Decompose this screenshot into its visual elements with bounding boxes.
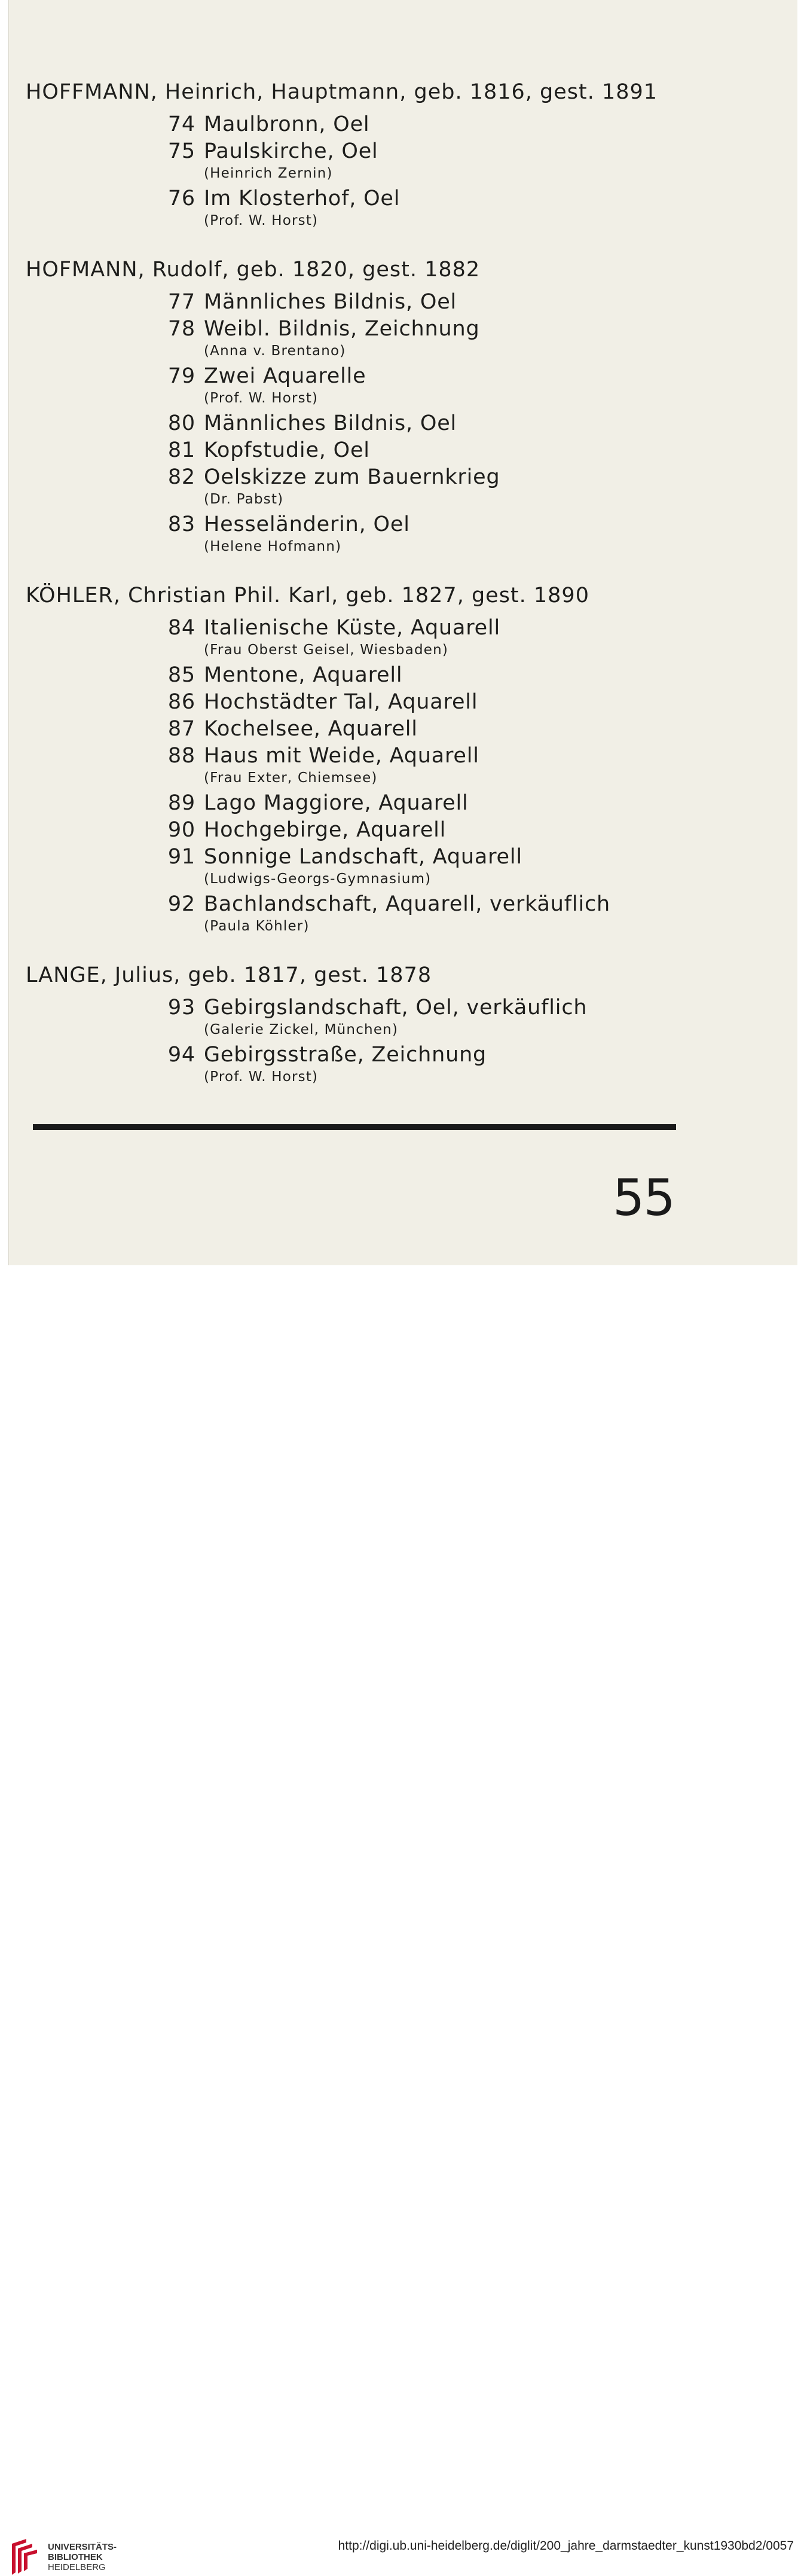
entry-title: Hochgebirge, Aquarell: [204, 818, 447, 842]
catalog-entry: [157, 844, 749, 890]
catalog-entry: [157, 1042, 749, 1088]
entry-owner: (Prof. W. Horst): [204, 390, 319, 406]
catalog-entry: [157, 511, 749, 557]
entry-line: [157, 994, 749, 1021]
artist-section: [26, 961, 749, 1088]
entry-number: 83: [167, 512, 195, 536]
entry-title: Hesseländerin, Oel: [204, 512, 410, 536]
entry-line: [157, 1042, 749, 1069]
entry-title: Mentone, Aquarell: [204, 663, 403, 687]
entry-number: 77: [167, 290, 195, 314]
entry-line: [157, 615, 749, 642]
entry-title: Lago Maggiore, Aquarell: [204, 791, 469, 815]
library-name-line-1: UNIVERSITÄTS-: [48, 2541, 117, 2552]
catalog-entry: [157, 437, 749, 464]
entry-line: [157, 790, 749, 817]
entry-title: Zwei Aquarelle: [204, 364, 366, 388]
entry-owner: (Frau Oberst Geisel, Wiesbaden): [204, 642, 449, 658]
entry-owner: (Dr. Pabst): [204, 492, 284, 507]
entry-number: 79: [167, 364, 195, 388]
entry-owner: (Prof. W. Horst): [204, 213, 319, 228]
entry-line: [157, 464, 749, 491]
entry-title: Bachlandschaft, Aquarell, verkäuflich: [204, 892, 610, 916]
entry-number: 88: [167, 744, 195, 768]
catalog-entry: [157, 363, 749, 409]
entry-title: Männliches Bildnis, Oel: [204, 411, 457, 435]
source-url[interactable]: http://digi.ub.uni-heidelberg.de/diglit/200_jahre_darmstaedter_kunst1930bd2/0057: [338, 2539, 794, 2553]
entry-number: 78: [167, 317, 195, 341]
catalog-entry: [157, 316, 749, 362]
entry-title: Männliches Bildnis, Oel: [204, 290, 457, 314]
entry-number: 74: [167, 112, 195, 136]
library-logo-icon: [8, 2538, 39, 2576]
entry-number: 90: [167, 818, 195, 842]
entry-title: Hochstädter Tal, Aquarell: [204, 690, 478, 714]
catalog-entry: [157, 743, 749, 789]
entry-owner: (Heinrich Zernin): [204, 166, 333, 181]
entry-number: 84: [167, 616, 195, 640]
artist-section: [26, 581, 749, 937]
entry-number: 92: [167, 892, 195, 916]
entry-title: Oelskizze zum Bauernkrieg: [204, 465, 500, 489]
entry-title: Gebirgsstraße, Zeichnung: [204, 1043, 487, 1067]
artist-heading: HOFFMANN, Heinrich, Hauptmann, geb. 1816, gest. 1891: [26, 80, 658, 104]
catalog-entry: [157, 790, 749, 817]
entry-line: [157, 511, 749, 538]
entry-title: Gebirgslandschaft, Oel, verkäuflich: [204, 996, 588, 1020]
footer: [0, 1265, 801, 2572]
catalog-entry: [157, 716, 749, 743]
entry-owner: (Anna v. Brentano): [204, 343, 346, 359]
entry-number: 91: [167, 845, 195, 869]
catalog-entry: [157, 891, 749, 937]
artist-heading: LANGE, Julius, geb. 1817, gest. 1878: [26, 963, 432, 987]
entry-line: [157, 689, 749, 716]
entry-line: [157, 111, 749, 138]
catalog-entry: [157, 615, 749, 661]
scanned-page: [8, 0, 797, 1265]
entry-line: [157, 138, 749, 165]
horizontal-rule: [33, 1124, 676, 1130]
artist-section: [26, 78, 749, 231]
entry-title: Italienische Küste, Aquarell: [204, 616, 501, 640]
entry-number: 86: [167, 690, 195, 714]
entry-owner: (Galerie Zickel, München): [204, 1022, 399, 1037]
entry-number: 76: [167, 187, 195, 210]
entry-line: [157, 363, 749, 390]
entry-owner: (Paula Köhler): [204, 918, 310, 934]
entry-number: 87: [167, 717, 195, 741]
entry-line: [157, 891, 749, 918]
entry-title: Paulskirche, Oel: [204, 139, 378, 163]
entry-line: [157, 289, 749, 316]
catalog-entry: [157, 138, 749, 184]
entry-number: 80: [167, 411, 195, 435]
library-logo: [8, 2538, 117, 2576]
catalog-entry: [157, 689, 749, 716]
entry-owner: (Ludwigs-Georgs-Gymnasium): [204, 871, 432, 887]
library-name-line-2: BIBLIOTHEK: [48, 2551, 103, 2562]
entry-line: [157, 844, 749, 871]
catalog-entry: [157, 289, 749, 316]
entry-number: 81: [167, 438, 195, 462]
entry-title: Haus mit Weide, Aquarell: [204, 744, 479, 768]
library-name: [48, 2542, 117, 2572]
entry-line: [157, 316, 749, 343]
entry-line: [157, 662, 749, 689]
library-name-line-3: HEIDELBERG: [48, 2562, 106, 2572]
entry-owner: (Frau Exter, Chiemsee): [204, 770, 378, 786]
entry-line: [157, 817, 749, 844]
catalog-entry: [157, 994, 749, 1040]
entry-line: [157, 410, 749, 437]
entry-line: [157, 716, 749, 743]
entry-number: 89: [167, 791, 195, 815]
catalog-content: [26, 78, 749, 1112]
catalog-entry: [157, 111, 749, 138]
entry-line: [157, 743, 749, 770]
artist-heading: HOFMANN, Rudolf, geb. 1820, gest. 1882: [26, 258, 481, 282]
entry-number: 85: [167, 663, 195, 687]
entry-line: [157, 185, 749, 212]
catalog-entry: [157, 185, 749, 231]
entry-owner: (Helene Hofmann): [204, 539, 342, 554]
entry-title: Weibl. Bildnis, Zeichnung: [204, 317, 480, 341]
catalog-entry: [157, 817, 749, 844]
entry-number: 82: [167, 465, 195, 489]
artist-section: [26, 255, 749, 557]
page-number: 55: [613, 1168, 674, 1227]
artist-heading: KÖHLER, Christian Phil. Karl, geb. 1827, gest. 1890: [26, 584, 589, 608]
entry-number: 93: [167, 996, 195, 1020]
catalog-entry: [157, 662, 749, 689]
entry-title: Sonnige Landschaft, Aquarell: [204, 845, 522, 869]
entry-title: Kochelsee, Aquarell: [204, 717, 418, 741]
entry-title: Maulbronn, Oel: [204, 112, 370, 136]
catalog-entry: [157, 410, 749, 437]
catalog-entry: [157, 464, 749, 510]
entry-number: 94: [167, 1043, 195, 1067]
entry-number: 75: [167, 139, 195, 163]
entry-title: Kopfstudie, Oel: [204, 438, 370, 462]
entry-line: [157, 437, 749, 464]
entry-title: Im Klosterhof, Oel: [204, 187, 400, 210]
entry-owner: (Prof. W. Horst): [204, 1069, 319, 1085]
